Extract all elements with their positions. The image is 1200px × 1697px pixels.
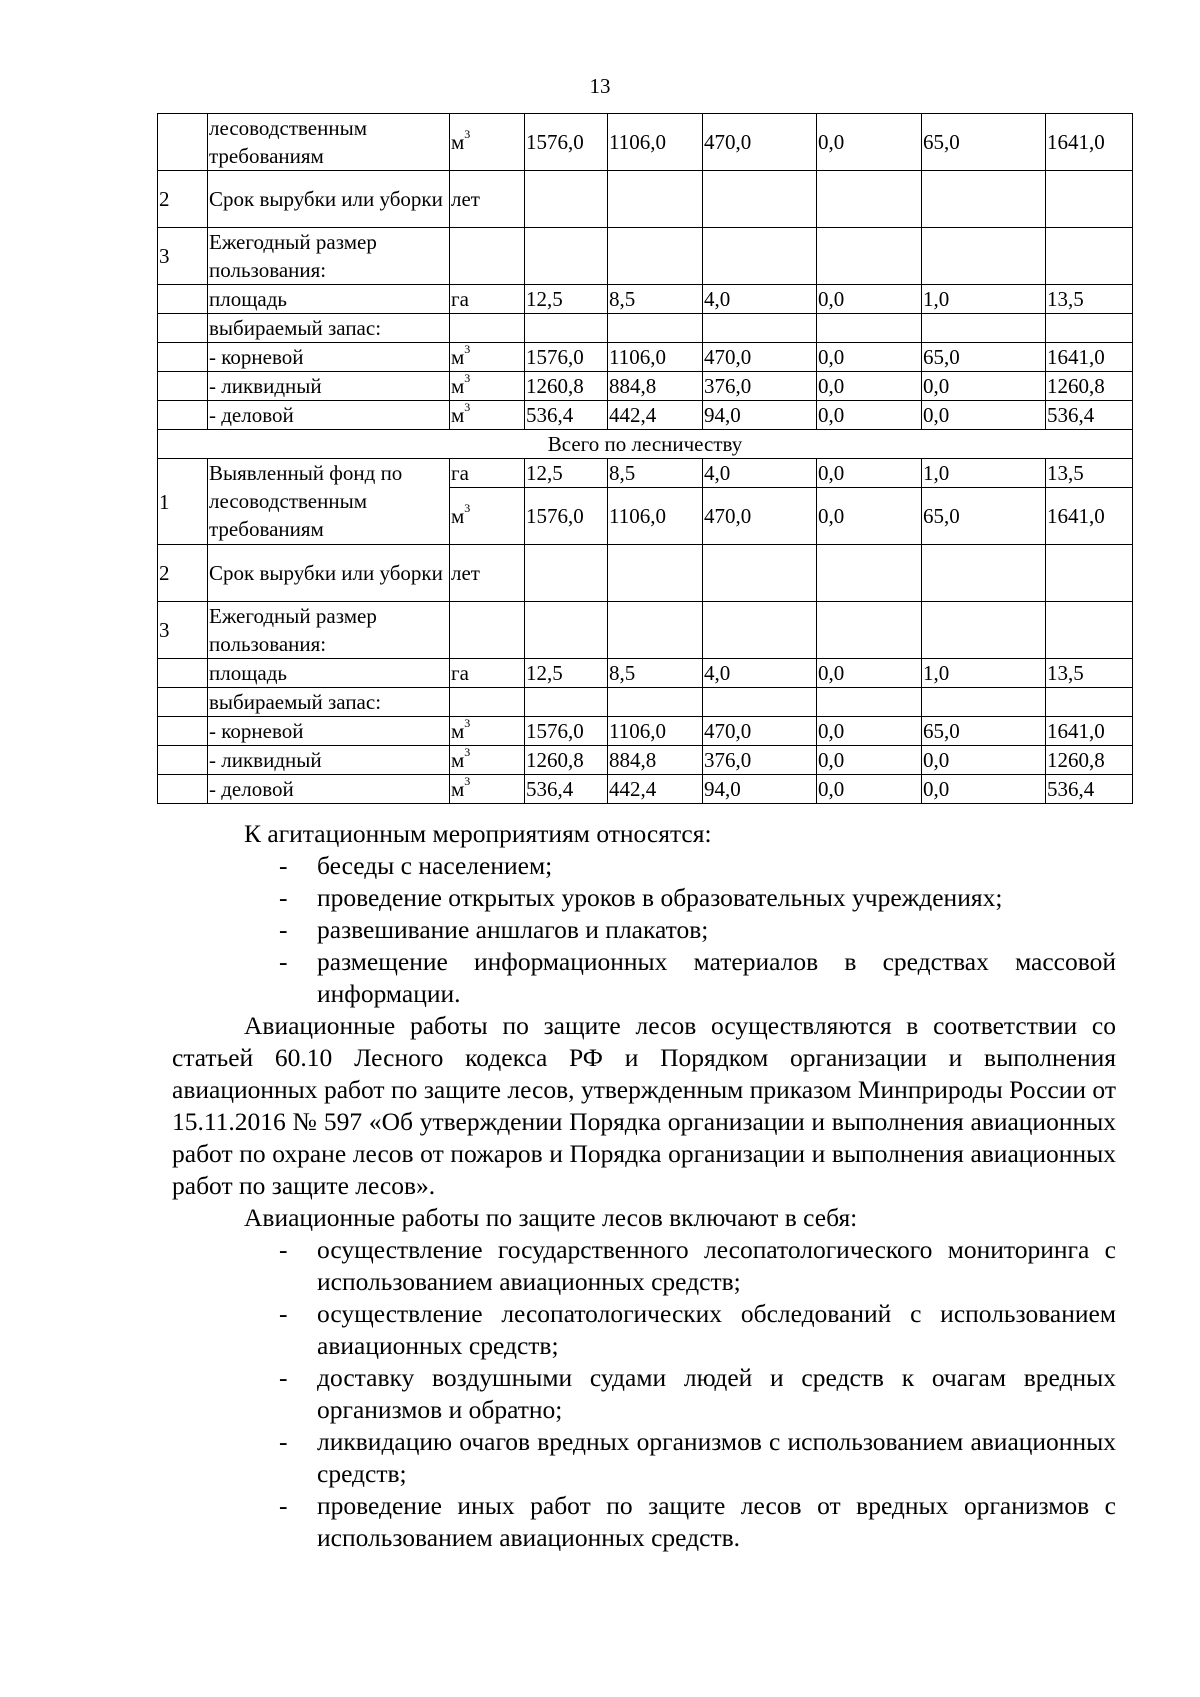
value-cell: 1576,0 <box>525 343 608 372</box>
value-cell: 442,4 <box>608 401 703 430</box>
row-name-cell: выбираемый запас: <box>208 314 450 343</box>
table-row <box>158 602 1133 659</box>
aviation-works-list <box>172 1234 1116 1554</box>
row-name-cell: площадь <box>208 285 450 314</box>
table-row <box>158 659 1133 688</box>
value-cell: 1641,0 <box>1046 343 1133 372</box>
unit-cell: $м^3$ <box>450 746 525 775</box>
value-cell: 0,0 <box>922 775 1046 804</box>
table-row <box>158 171 1133 228</box>
value-cell: 8,5 <box>608 285 703 314</box>
table-row <box>158 372 1133 401</box>
row-number-cell: 2 <box>158 545 208 602</box>
row-name-cell: - корневой <box>208 717 450 746</box>
value-cell: 0,0 <box>817 746 922 775</box>
paragraph: К агитационным мероприятиям относятся: <box>244 819 712 848</box>
row-number-cell <box>158 114 208 171</box>
unit-cell: га <box>450 659 525 688</box>
value-cell: 470,0 <box>703 488 817 545</box>
value-cell: 1641,0 <box>1046 488 1133 545</box>
table-row <box>158 228 1133 285</box>
value-cell: 12,5 <box>525 285 608 314</box>
table-row <box>158 114 1133 171</box>
value-cell: 0,0 <box>817 775 922 804</box>
section-header-row <box>158 430 1133 459</box>
value-cell: 536,4 <box>525 401 608 430</box>
value-cell: 0,0 <box>817 401 922 430</box>
value-cell: 1260,8 <box>525 746 608 775</box>
table-row <box>158 775 1133 804</box>
value-cell: 1576,0 <box>525 717 608 746</box>
value-cell: 1576,0 <box>525 114 608 171</box>
list-item: - осуществление государственного лесопатологического мониторинга с использованием авиационных средств; <box>279 1235 1116 1296</box>
row-name-cell: Срок вырубки или уборки <box>208 171 450 228</box>
value-cell: 94,0 <box>703 775 817 804</box>
table-row <box>158 717 1133 746</box>
table-row <box>158 688 1133 717</box>
value-cell: 1,0 <box>922 459 1046 488</box>
row-name-cell: Ежегодный размер пользования: <box>208 602 450 659</box>
paragraph: Авиационные работы по защите лесов осуществляются в соответствии со статьей 60.10 Лесного кодекса РФ и Порядком организации и выполнения авиационных работ по защите лесов, утвержденным приказом Минприроды России от 15.11.2016 № 597 «Об утверждении Порядка организации и выполнения авиационных работ по охране лесов от пожаров и Порядка организации и выполнения авиационных работ по защите лесов». <box>172 1011 1116 1200</box>
value-cell: 4,0 <box>703 659 817 688</box>
unit-cell: $м^3$ <box>450 372 525 401</box>
value-cell: 536,4 <box>525 775 608 804</box>
value-cell: 1641,0 <box>1046 114 1133 171</box>
value-cell: 4,0 <box>703 459 817 488</box>
row-name-cell: - ликвидный <box>208 746 450 775</box>
value-cell: 0,0 <box>817 659 922 688</box>
value-cell: 13,5 <box>1046 285 1133 314</box>
list-item: - осуществление лесопатологических обследований с использованием авиационных средств; <box>279 1299 1116 1360</box>
value-cell: 1106,0 <box>608 114 703 171</box>
value-cell: 0,0 <box>817 488 922 545</box>
table-row <box>158 343 1133 372</box>
unit-cell: лет <box>450 171 525 228</box>
forest-use-table <box>157 113 1133 804</box>
value-cell: 8,5 <box>608 659 703 688</box>
unit-cell: $м^3$ <box>450 114 525 171</box>
value-cell: 1576,0 <box>525 488 608 545</box>
value-cell: 1,0 <box>922 659 1046 688</box>
value-cell: 470,0 <box>703 717 817 746</box>
value-cell: 1106,0 <box>608 488 703 545</box>
value-cell: 1260,8 <box>1046 372 1133 401</box>
table-row <box>158 459 1133 488</box>
value-cell: 536,4 <box>1046 775 1133 804</box>
value-cell: 1260,8 <box>525 372 608 401</box>
row-name-cell: - ликвидный <box>208 372 450 401</box>
row-name-cell: Срок вырубки или уборки <box>208 545 450 602</box>
row-name-cell: площадь <box>208 659 450 688</box>
row-number-cell: 3 <box>158 228 208 285</box>
value-cell: 0,0 <box>817 343 922 372</box>
row-name-cell: - корневой <box>208 343 450 372</box>
list-item: - размещение информационных материалов в средствах массовой информации. <box>279 947 1116 1008</box>
value-cell: 0,0 <box>922 372 1046 401</box>
value-cell: 376,0 <box>703 746 817 775</box>
list-item: - ликвидацию очагов вредных организмов с использованием авиационных средств; <box>279 1427 1116 1488</box>
value-cell: 884,8 <box>608 372 703 401</box>
value-cell: 1106,0 <box>608 717 703 746</box>
paragraph: Авиационные работы по защите лесов включают в себя: <box>244 1203 858 1232</box>
value-cell: 470,0 <box>703 114 817 171</box>
list-item: - развешивание аншлагов и плакатов; <box>279 915 709 944</box>
value-cell: 94,0 <box>703 401 817 430</box>
value-cell: 884,8 <box>608 746 703 775</box>
page-number: 13 <box>589 74 611 98</box>
unit-cell: $м^3$ <box>450 717 525 746</box>
value-cell: 0,0 <box>922 746 1046 775</box>
value-cell: 13,5 <box>1046 459 1133 488</box>
row-name-cell: лесоводственным требованиям <box>208 114 450 171</box>
row-name-cell: - деловой <box>208 401 450 430</box>
value-cell: 65,0 <box>922 343 1046 372</box>
value-cell: 0,0 <box>817 372 922 401</box>
unit-cell: лет <box>450 545 525 602</box>
list-item: - проведение открытых уроков в образовательных учреждениях; <box>279 883 1003 912</box>
agitation-list <box>172 850 1116 1010</box>
table-row <box>158 401 1133 430</box>
value-cell: 12,5 <box>525 659 608 688</box>
row-name-cell: выбираемый запас: <box>208 688 450 717</box>
row-name-cell: Ежегодный размер пользования: <box>208 228 450 285</box>
value-cell: 13,5 <box>1046 659 1133 688</box>
value-cell: 0,0 <box>817 717 922 746</box>
value-cell: 0,0 <box>922 401 1046 430</box>
row-name-cell: - деловой <box>208 775 450 804</box>
value-cell: 536,4 <box>1046 401 1133 430</box>
value-cell: 4,0 <box>703 285 817 314</box>
row-number-cell: 1 <box>158 459 208 545</box>
list-item: - доставку воздушными судами людей и средств к очагам вредных организмов и обратно; <box>279 1363 1116 1424</box>
unit-cell: $м^3$ <box>450 488 525 545</box>
unit-cell: $м^3$ <box>450 401 525 430</box>
list-item: - беседы с населением; <box>279 851 553 880</box>
row-number-cell: 2 <box>158 171 208 228</box>
unit-cell: га <box>450 285 525 314</box>
row-name-cell: Выявленный фонд по лесоводственным требованиям <box>208 459 450 545</box>
table-row <box>158 545 1133 602</box>
unit-cell: $м^3$ <box>450 775 525 804</box>
value-cell: 442,4 <box>608 775 703 804</box>
value-cell: 1641,0 <box>1046 717 1133 746</box>
value-cell: 1106,0 <box>608 343 703 372</box>
value-cell: 470,0 <box>703 343 817 372</box>
value-cell: 0,0 <box>817 285 922 314</box>
value-cell: 1,0 <box>922 285 1046 314</box>
list-item: - проведение иных работ по защите лесов от вредных организмов с использованием авиационных средств. <box>279 1491 1116 1552</box>
value-cell: 1260,8 <box>1046 746 1133 775</box>
row-number-cell: 3 <box>158 602 208 659</box>
table-row <box>158 314 1133 343</box>
value-cell: 8,5 <box>608 459 703 488</box>
value-cell: 0,0 <box>817 459 922 488</box>
unit-cell: $м^3$ <box>450 343 525 372</box>
value-cell: 65,0 <box>922 717 1046 746</box>
value-cell: 0,0 <box>817 114 922 171</box>
value-cell: 65,0 <box>922 114 1046 171</box>
section-header: Всего по лесничеству <box>158 430 1133 459</box>
table-row <box>158 285 1133 314</box>
unit-cell: га <box>450 459 525 488</box>
body-text <box>172 818 1116 1554</box>
value-cell: 12,5 <box>525 459 608 488</box>
value-cell: 376,0 <box>703 372 817 401</box>
value-cell: 65,0 <box>922 488 1046 545</box>
table-row <box>158 746 1133 775</box>
